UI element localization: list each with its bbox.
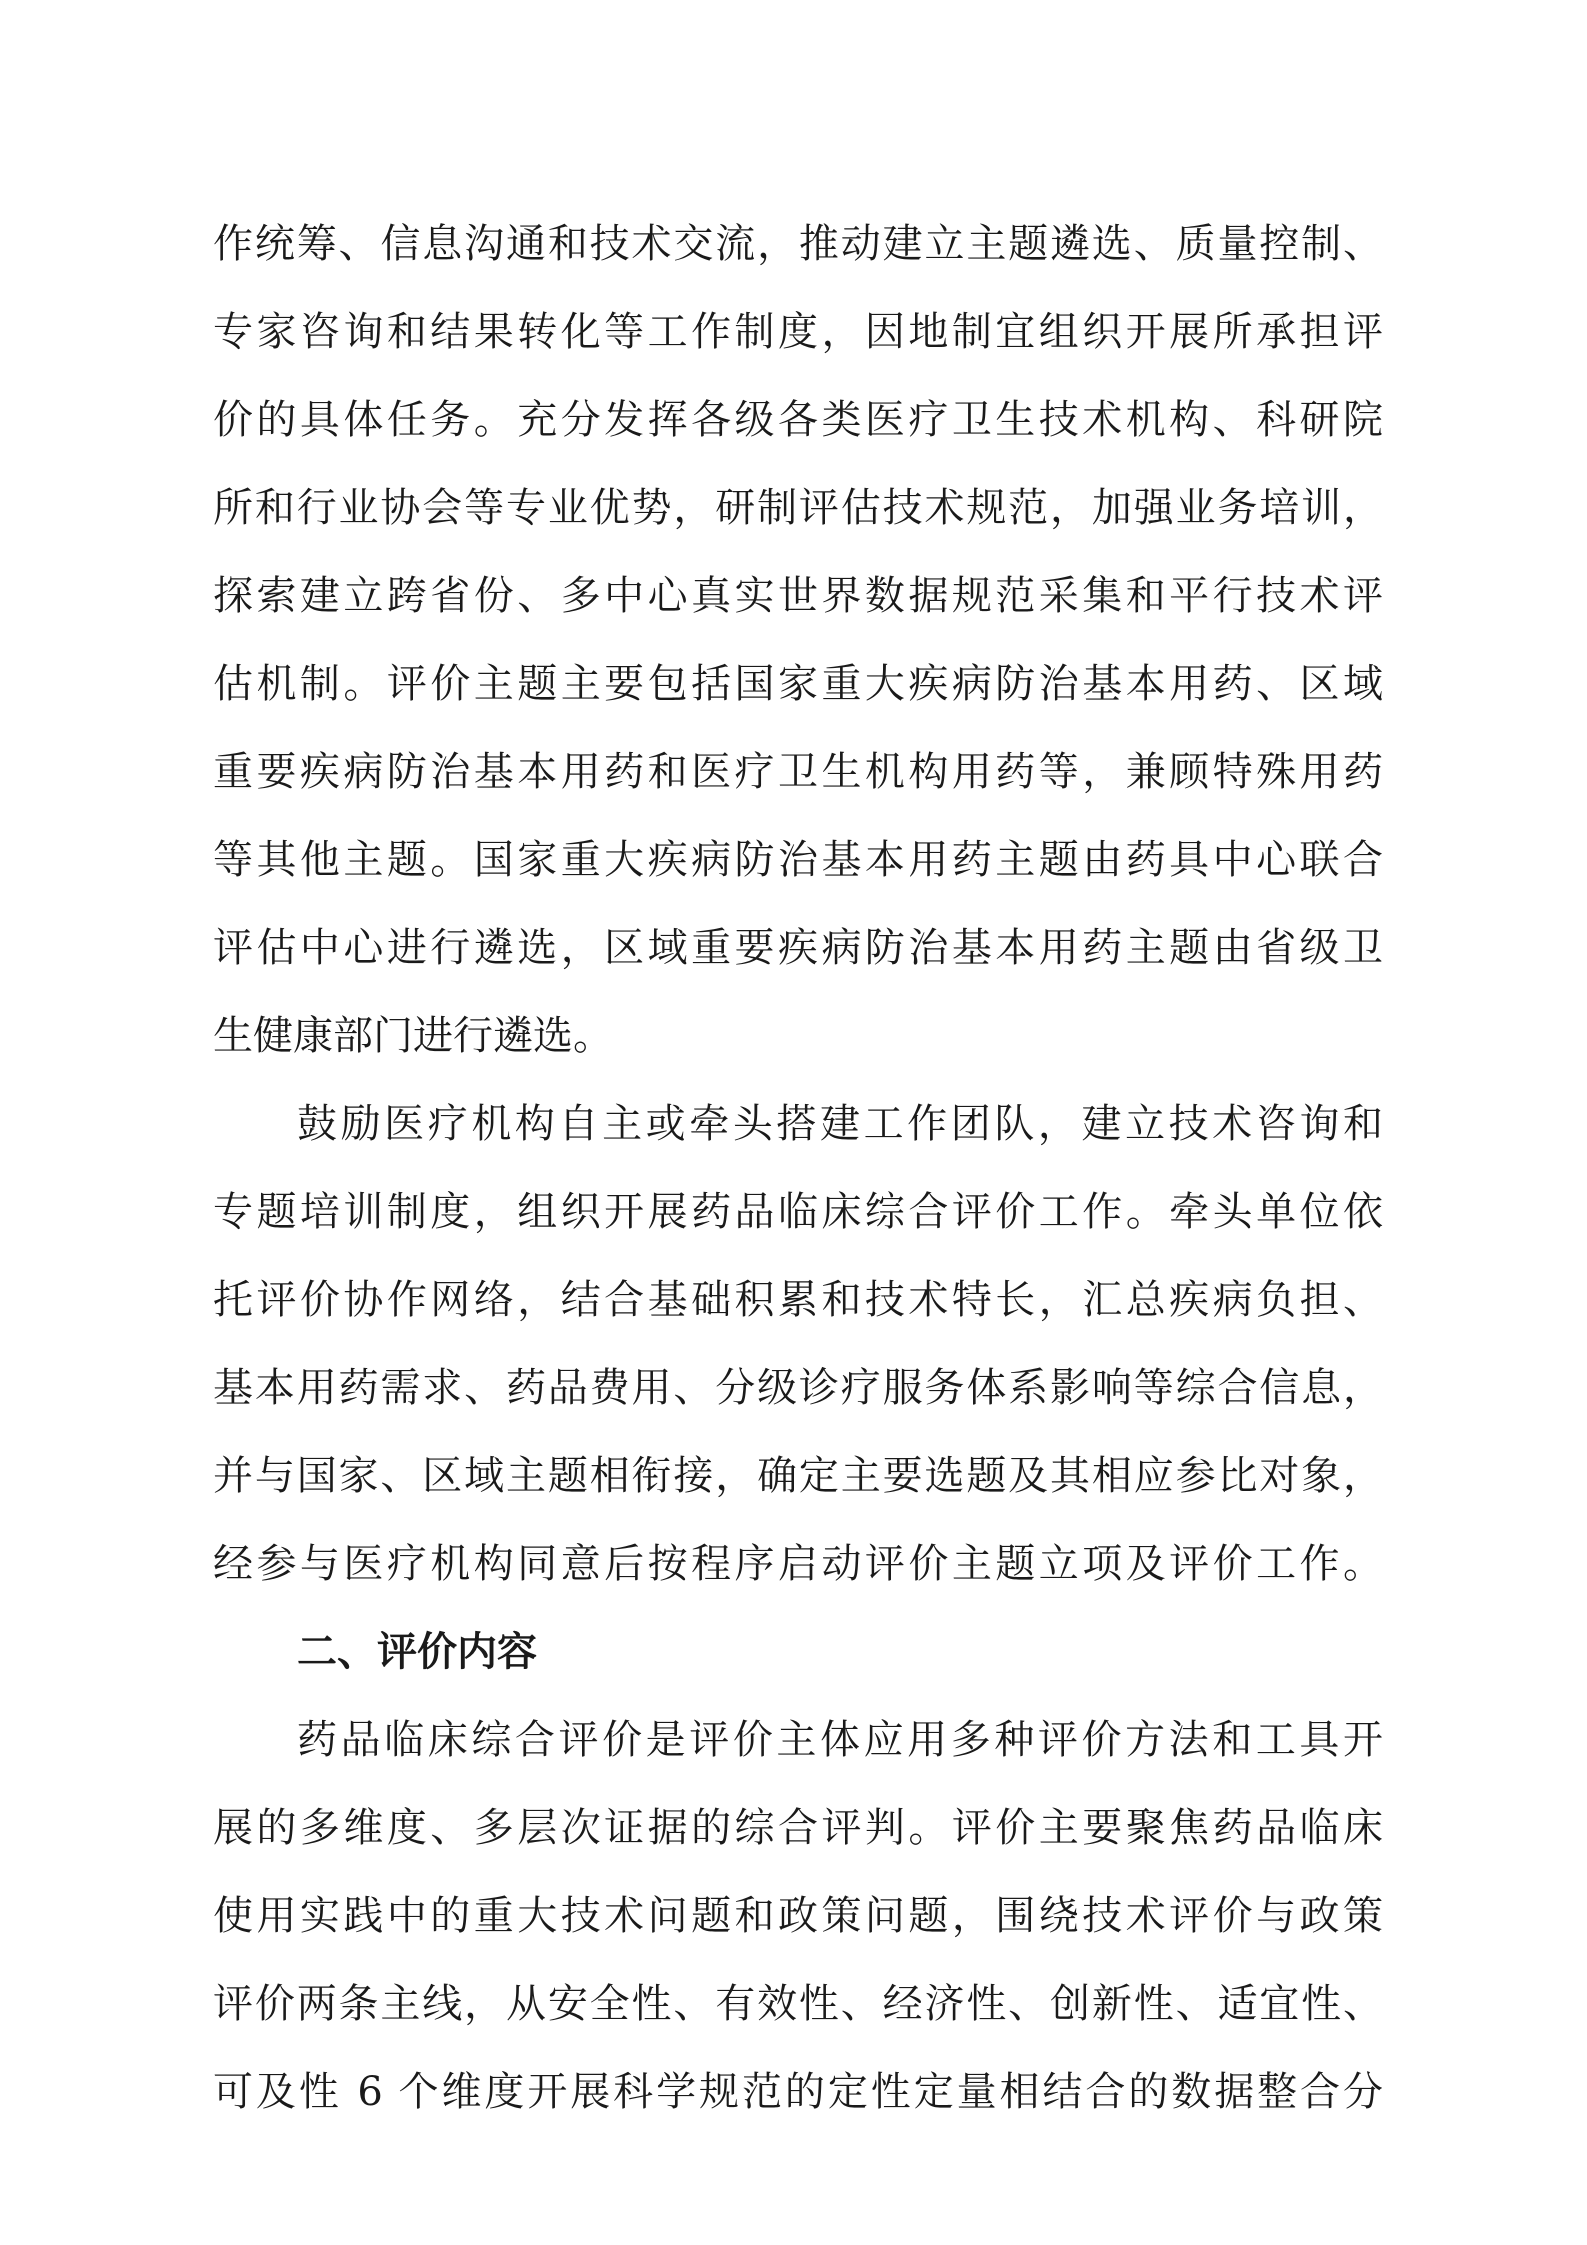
- paragraph-1: [213, 200, 1383, 1080]
- text-line: 鼓励医疗机构自主或牵头搭建工作团队，建立技术咨询和: [297, 1101, 1383, 1147]
- text-line: 基本用药需求、药品费用、分级诊疗服务体系影响等综合信息，: [213, 1365, 1383, 1411]
- text-line: 作统筹、信息沟通和技术交流，推动建立主题遴选、质量控制、: [213, 221, 1383, 267]
- text-line: 展的多维度、多层次证据的综合评判。评价主要聚焦药品临床: [213, 1805, 1383, 1851]
- text-line: 评估中心进行遴选，区域重要疾病防治基本用药主题由省级卫: [213, 925, 1383, 971]
- text-line: 估机制。评价主题主要包括国家重大疾病防治基本用药、区域: [213, 661, 1383, 707]
- document-body: [213, 200, 1383, 2136]
- text-line: 探索建立跨省份、多中心真实世界数据规范采集和平行技术评: [213, 573, 1383, 619]
- text-line: 使用实践中的重大技术问题和政策问题，围绕技术评价与政策: [213, 1893, 1383, 1939]
- text-line: 重要疾病防治基本用药和医疗卫生机构用药等，兼顾特殊用药: [213, 749, 1383, 795]
- text-line: 药品临床综合评价是评价主体应用多种评价方法和工具开: [297, 1717, 1383, 1763]
- text-line: 可及性 6 个维度开展科学规范的定性定量相结合的数据整合分: [213, 2069, 1383, 2115]
- paragraph-3: [213, 1696, 1383, 2136]
- text-line: 价的具体任务。充分发挥各级各类医疗卫生技术机构、科研院: [213, 397, 1383, 443]
- text-line: 评价两条主线，从安全性、有效性、经济性、创新性、适宜性、: [213, 1981, 1383, 2027]
- section-heading: 二、评价内容: [297, 1629, 537, 1675]
- text-line: 专家咨询和结果转化等工作制度，因地制宜组织开展所承担评: [213, 309, 1383, 355]
- text-line: 并与国家、区域主题相衔接，确定主要选题及其相应参比对象，: [213, 1453, 1383, 1499]
- text-line: 所和行业协会等专业优势，研制评估技术规范，加强业务培训，: [213, 485, 1383, 531]
- text-line: 专题培训制度，组织开展药品临床综合评价工作。牵头单位依: [213, 1189, 1383, 1235]
- text-line: 托评价协作网络，结合基础积累和技术特长，汇总疾病负担、: [213, 1277, 1383, 1323]
- text-line: 等其他主题。国家重大疾病防治基本用药主题由药具中心联合: [213, 837, 1383, 883]
- text-line: 生健康部门进行遴选。: [213, 1013, 613, 1059]
- text-line: 经参与医疗机构同意后按程序启动评价主题立项及评价工作。: [213, 1541, 1383, 1587]
- paragraph-2: [213, 1080, 1383, 1608]
